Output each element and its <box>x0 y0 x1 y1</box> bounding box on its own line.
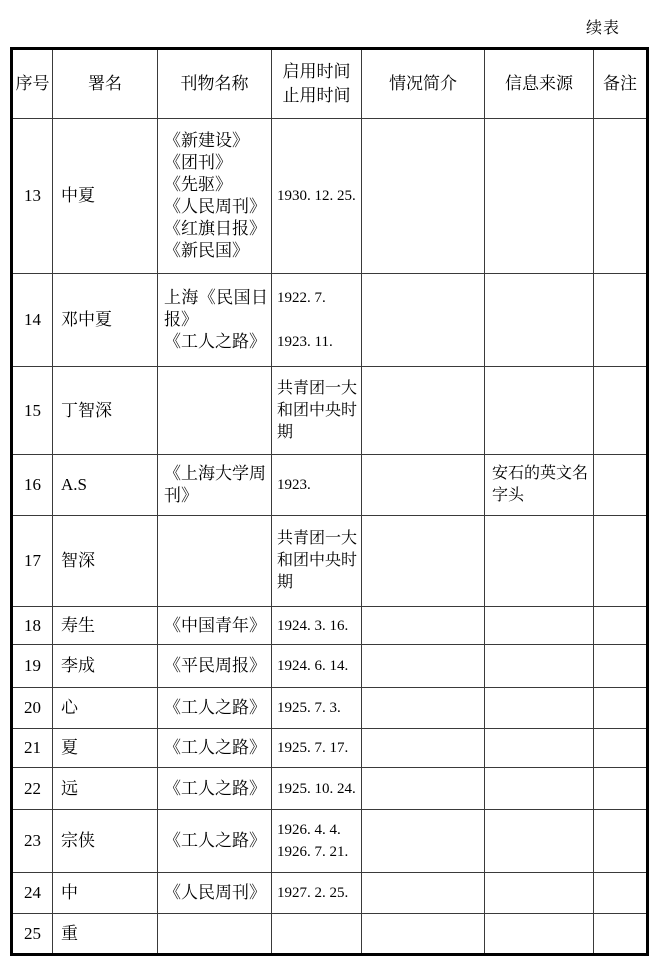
cell-name: A.S <box>53 455 158 516</box>
publication-line: 《人民周刊》 <box>164 883 266 902</box>
cell-source <box>485 119 594 274</box>
header-intro: 情况简介 <box>362 49 485 119</box>
cell-source <box>485 914 594 955</box>
cell-source <box>485 607 594 645</box>
table-row <box>12 688 648 729</box>
cell-name: 中夏 <box>53 119 158 274</box>
cell-publication <box>158 119 272 274</box>
date-line: 1925. 7. 17. <box>277 740 349 756</box>
cell-intro <box>362 768 485 810</box>
cell-source <box>485 873 594 914</box>
cell-note <box>594 914 648 955</box>
table-row <box>12 607 648 645</box>
header-time <box>272 49 362 119</box>
cell-time <box>272 729 362 768</box>
cell-note <box>594 607 648 645</box>
date-line: 1925. 7. 3. <box>277 700 341 716</box>
cell-source <box>485 810 594 873</box>
cell-note <box>594 645 648 688</box>
cell-no: 14 <box>12 274 53 367</box>
cell-name: 智深 <box>53 516 158 607</box>
cell-note <box>594 688 648 729</box>
cell-time <box>272 455 362 516</box>
cell-intro <box>362 914 485 955</box>
cell-publication <box>158 645 272 688</box>
table-row <box>12 873 648 914</box>
cell-source <box>485 768 594 810</box>
table-row <box>12 367 648 455</box>
publication-line: 《工人之路》 <box>164 778 266 798</box>
date-line: 1927. 2. 25. <box>277 885 349 901</box>
cell-note <box>594 729 648 768</box>
cell-name: 丁智深 <box>53 367 158 455</box>
cell-publication <box>158 873 272 914</box>
publications-table <box>10 47 649 956</box>
publication-line: 《工人之路》 <box>164 831 266 850</box>
date-line: 1924. 6. 14. <box>277 658 349 674</box>
cell-no: 19 <box>12 645 53 688</box>
cell-publication <box>158 810 272 873</box>
cell-publication <box>158 455 272 516</box>
continued-table-label: 续表 <box>585 20 620 37</box>
cell-source <box>485 367 594 455</box>
date-line: 1926. 7. 21. <box>277 844 349 860</box>
header-source: 信息来源 <box>485 49 594 119</box>
date-line: 1926. 4. 4. <box>277 822 341 838</box>
time-note: 共青团一大和团中央时期 <box>277 530 358 591</box>
cell-intro <box>362 810 485 873</box>
cell-intro <box>362 607 485 645</box>
header-publication: 刊物名称 <box>158 49 272 119</box>
cell-time <box>272 645 362 688</box>
cell-name: 夏 <box>53 729 158 768</box>
cell-publication <box>158 607 272 645</box>
publication-line: 《人民周刊》 <box>164 197 266 216</box>
cell-no: 24 <box>12 873 53 914</box>
cell-time <box>272 810 362 873</box>
cell-intro <box>362 873 485 914</box>
cell-name: 李成 <box>53 645 158 688</box>
cell-time <box>272 688 362 729</box>
cell-time <box>272 914 362 955</box>
date-line: 1923. 11. <box>277 334 333 350</box>
cell-publication <box>158 914 272 955</box>
header-time-line2: 止用时间 <box>282 86 351 105</box>
cell-no: 18 <box>12 607 53 645</box>
cell-intro <box>362 729 485 768</box>
publication-line: 《先驱》 <box>164 175 232 194</box>
header-no: 序号 <box>12 49 53 119</box>
publication-line: 《工人之路》 <box>164 738 266 757</box>
publication-line: 《红旗日报》 <box>164 219 266 238</box>
date-line: 1930. 12. 25. <box>277 188 356 204</box>
cell-time <box>272 607 362 645</box>
table-row <box>12 729 648 768</box>
date-line: 1923. <box>277 477 311 493</box>
cell-name: 中 <box>53 873 158 914</box>
cell-no: 22 <box>12 768 53 810</box>
cell-no: 21 <box>12 729 53 768</box>
table-row <box>12 455 648 516</box>
cell-publication <box>158 768 272 810</box>
table-row <box>12 645 648 688</box>
cell-no: 15 <box>12 367 53 455</box>
table-row <box>12 914 648 955</box>
publication-line: 《平民周报》 <box>164 656 266 675</box>
cell-note <box>594 873 648 914</box>
date-line: 1924. 3. 16. <box>277 617 349 634</box>
cell-no: 25 <box>12 914 53 955</box>
cell-source <box>485 516 594 607</box>
publication-line: 《新民国》 <box>164 241 249 260</box>
publication-line: 上海《民国日报》 <box>164 288 268 329</box>
header-row <box>12 49 648 119</box>
date-line: 1925. 10. 24. <box>277 780 356 797</box>
header-time-line1: 启用时间 <box>282 62 351 81</box>
cell-intro <box>362 516 485 607</box>
cell-time <box>272 768 362 810</box>
cell-note <box>594 768 648 810</box>
cell-intro <box>362 274 485 367</box>
publication-line: 《新建设》 <box>164 131 249 150</box>
publication-line: 《中国青年》 <box>164 615 266 635</box>
cell-publication <box>158 367 272 455</box>
cell-note <box>594 367 648 455</box>
cell-name: 宗侠 <box>53 810 158 873</box>
cell-source: 安石的英文名字头 <box>485 455 594 516</box>
table-row <box>12 119 648 274</box>
cell-source <box>485 645 594 688</box>
publication-line: 《团刊》 <box>164 153 232 172</box>
cell-time <box>272 367 362 455</box>
time-note: 共青团一大和团中央时期 <box>277 379 358 441</box>
table-row <box>12 768 648 810</box>
cell-time <box>272 119 362 274</box>
cell-note <box>594 119 648 274</box>
cell-no: 23 <box>12 810 53 873</box>
table-row <box>12 810 648 873</box>
cell-intro <box>362 688 485 729</box>
cell-intro <box>362 645 485 688</box>
cell-note <box>594 810 648 873</box>
cell-name: 寿生 <box>53 607 158 645</box>
cell-publication <box>158 729 272 768</box>
cell-name: 重 <box>53 914 158 955</box>
header-note: 备注 <box>594 49 648 119</box>
cell-note <box>594 274 648 367</box>
table-row <box>12 274 648 367</box>
date-line: 1922. 7. <box>277 290 326 306</box>
table-row <box>12 516 648 607</box>
cell-name: 远 <box>53 768 158 810</box>
cell-name: 邓中夏 <box>53 274 158 367</box>
cell-no: 17 <box>12 516 53 607</box>
cell-intro <box>362 119 485 274</box>
cell-publication <box>158 688 272 729</box>
cell-note <box>594 455 648 516</box>
cell-intro <box>362 367 485 455</box>
cell-no: 13 <box>12 119 53 274</box>
cell-time <box>272 873 362 914</box>
publication-line: 《工人之路》 <box>164 698 266 717</box>
cell-publication <box>158 516 272 607</box>
publication-line: 《工人之路》 <box>164 332 266 351</box>
cell-note <box>594 516 648 607</box>
cell-source <box>485 729 594 768</box>
cell-no: 20 <box>12 688 53 729</box>
cell-name: 心 <box>53 688 158 729</box>
cell-time <box>272 274 362 367</box>
publication-line: 《上海大学周刊》 <box>164 464 266 505</box>
header-name: 署名 <box>53 49 158 119</box>
cell-publication <box>158 274 272 367</box>
cell-source <box>485 688 594 729</box>
cell-no: 16 <box>12 455 53 516</box>
cell-intro <box>362 455 485 516</box>
cell-source <box>485 274 594 367</box>
cell-time <box>272 516 362 607</box>
